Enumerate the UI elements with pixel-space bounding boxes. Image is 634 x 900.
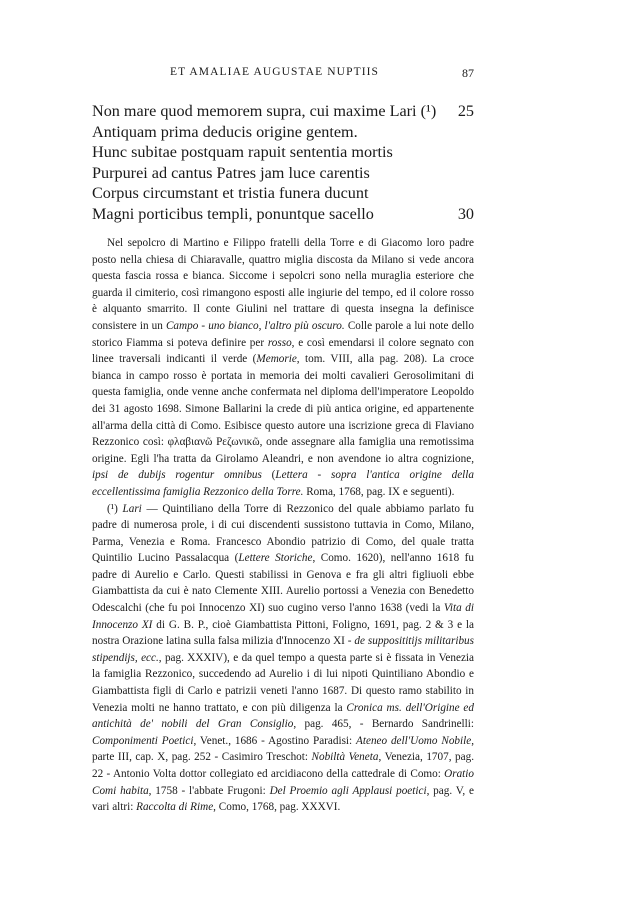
note-italic: Raccolta di Rime (136, 801, 214, 814)
footnotes (92, 235, 474, 816)
verse-block (92, 101, 474, 225)
note-italic: Nobiltà Veneta (311, 751, 379, 764)
note-text: , e così emendarsi il colore segnato con linee traversali indicanti il verde ( (92, 336, 474, 366)
note-text: Nel sepolcro di Martino e Filippo fratelli della Torre e di Giacomo loro padre posto nella chiesa di Chiaravalle, quattro miglia discosta da Milano si vede ancora questa fascia rossa e bianca. Siccome i sepolcri sono nella muraglia esteriore che guarda il cimiterio, così rimangono esposti alle ingiurie del tempo, ed il colore rosso è alquanto smarrito. Il conte Giulini nel trattare di questa insegna la definisce consistere in un (92, 237, 474, 332)
verse-line (92, 204, 474, 225)
footnote-marker: (¹) (107, 502, 118, 515)
note-text: , Como. 1620), nell'anno 1618 fu padre di Aurelio e Carlo. Questi stabilissi in Genova e fra gli altri figliuoli ebbe Giambattista da cui è nato Clemente XIII. Aurelio portossi a Venezia con Benedetto Odescalchi (che fu poi Innocenzo XI) suo cugino verso l'anno 1638 (vedi la (92, 552, 475, 615)
note-text: di G. B. P., cioè Giambattista Pittoni, Foligno, 1691, pag. 2 & 3 e la nostra Orazione latina sulla falsa milizia d'Innocenzo XI - (92, 618, 474, 648)
verse-line (92, 101, 474, 122)
page-number: 87 (462, 66, 474, 80)
footnote-lari (92, 501, 474, 816)
note-italic: rosso (267, 336, 292, 349)
note-text: Roma, 1768, pag. IX e seguenti). (303, 485, 455, 498)
note-italic: Ateneo dell'Uomo Nobile (356, 734, 472, 747)
note-text: , pag. V, e vari altri: (92, 784, 474, 814)
note-italic: Componimenti Poetici (92, 734, 194, 747)
page-header (92, 66, 474, 82)
note-italic: ipsi de dubijs rogentur omnibus (92, 469, 262, 482)
note-text: , pag. 465, - Bernardo Sandrinelli: (293, 718, 474, 731)
note-italic: Vita di Innocenzo XI (92, 602, 474, 631)
verse-line-number: 25 (457, 102, 474, 120)
note-italic: Lari (117, 502, 142, 515)
verse-text: Purpurei ad cantus Patres jam luce carentis (92, 163, 370, 182)
note-text: , Venezia, 1707, pag. 22 - Antonio Volta dottor collegiato ed arcidiacono della cattedrale di Como: (92, 751, 474, 780)
note-text: ( (261, 469, 276, 482)
verse-text: Hunc subitae postquam rapuit sententia mortis (92, 143, 393, 162)
note-text: , Venet., 1686 - Agostino Paradisi: (193, 734, 357, 747)
verse-line (92, 163, 474, 184)
note-italic: Oratio Comi habita (92, 768, 474, 797)
note-italic: Lettere Storiche (238, 552, 313, 565)
verse-text: Magni porticibus templi, ponuntque sacello (92, 204, 374, 223)
note-text: , tom. VIII, alla pag. 208). La croce bianca in campo rosso è portata in memoria dei molti cavalieri Gerosolimitani di questa famiglia, onde venne anche confermata nel diploma dell'imperatore Leopoldo dei 31 agosto 1698. Simone Ballarini la crede di più antica origine, ed appartenente all'arma della città di Como. Esibisce questo autore una iscrizione greca di Flaviano Rezzonico così: φλαβιανῶ Ρεζωνικῶ, onde assegnare alla famiglia una remotissima origine. Egli l'ha tratta da Girolamo Aleandri, e non avendone io altra cognizione, (92, 353, 475, 465)
note-italic: Memorie (256, 353, 297, 366)
verse-line (92, 122, 474, 143)
note-italic: de supposititijs militaribus stipendijs, ecc. (92, 635, 474, 664)
verse-line (92, 183, 474, 204)
note-italic: Lettera - sopra l'antica origine della eccellentissima famiglia Rezzonico della Torre. (92, 469, 474, 498)
running-title: ET AMALIAE AUGUSTAE NUPTIIS (170, 66, 380, 78)
note-text: , 1758 - l'abbate Frugoni: (148, 784, 270, 797)
note-text: , parte III, cap. X, pag. 252 - Casimiro Treschot: (92, 734, 474, 764)
note-italic: Campo - uno bianco, l'altro più oscuro. (165, 319, 345, 332)
verse-text: Corpus circumstant et tristia funera ducunt (92, 184, 369, 203)
verse-text: Antiquam prima deducis origine gentem. (92, 122, 358, 141)
note-text: , pag. XXXIV), e da quel tempo a questa parte si è fissata in Venezia la famiglia Rezzonico, succedendo ad Aurelio i di lui nipoti Quintiliano Abondio e Giambattista figli di Carlo e patrizii veneti l'anno 1687. Di questo ramo stabilito in Venezia molti ne hanno trattato, e con più diligenza la (92, 651, 474, 714)
note-italic: Del Proemio agli Applausi poetici (269, 784, 427, 797)
footnote-continuation (92, 235, 474, 501)
note-text: — Quintiliano della Torre di Rezzonico del quale abbiamo parlato fu padre di numerosa prole, i di cui discendenti sussistono tuttavia in Como, Milano, Parma, Venezia e Roma. Francesco Abondio patrizio di Como, del quale tratta Quintilio Lucino Passalacqua ( (92, 502, 474, 565)
verse-line-number: 30 (457, 204, 474, 223)
note-text: Colle parole a lui note dello storico Fiamma si poteva definire per (92, 319, 474, 349)
verse-text: Non mare quod memorem supra, cui maxime Lari (¹) (92, 102, 437, 120)
note-italic: Cronica ms. dell'Origine ed antichità de' nobili del Gran Consiglio (92, 701, 474, 731)
note-text: , Como, 1768, pag. XXXVI. (213, 801, 341, 814)
verse-line (92, 142, 474, 163)
